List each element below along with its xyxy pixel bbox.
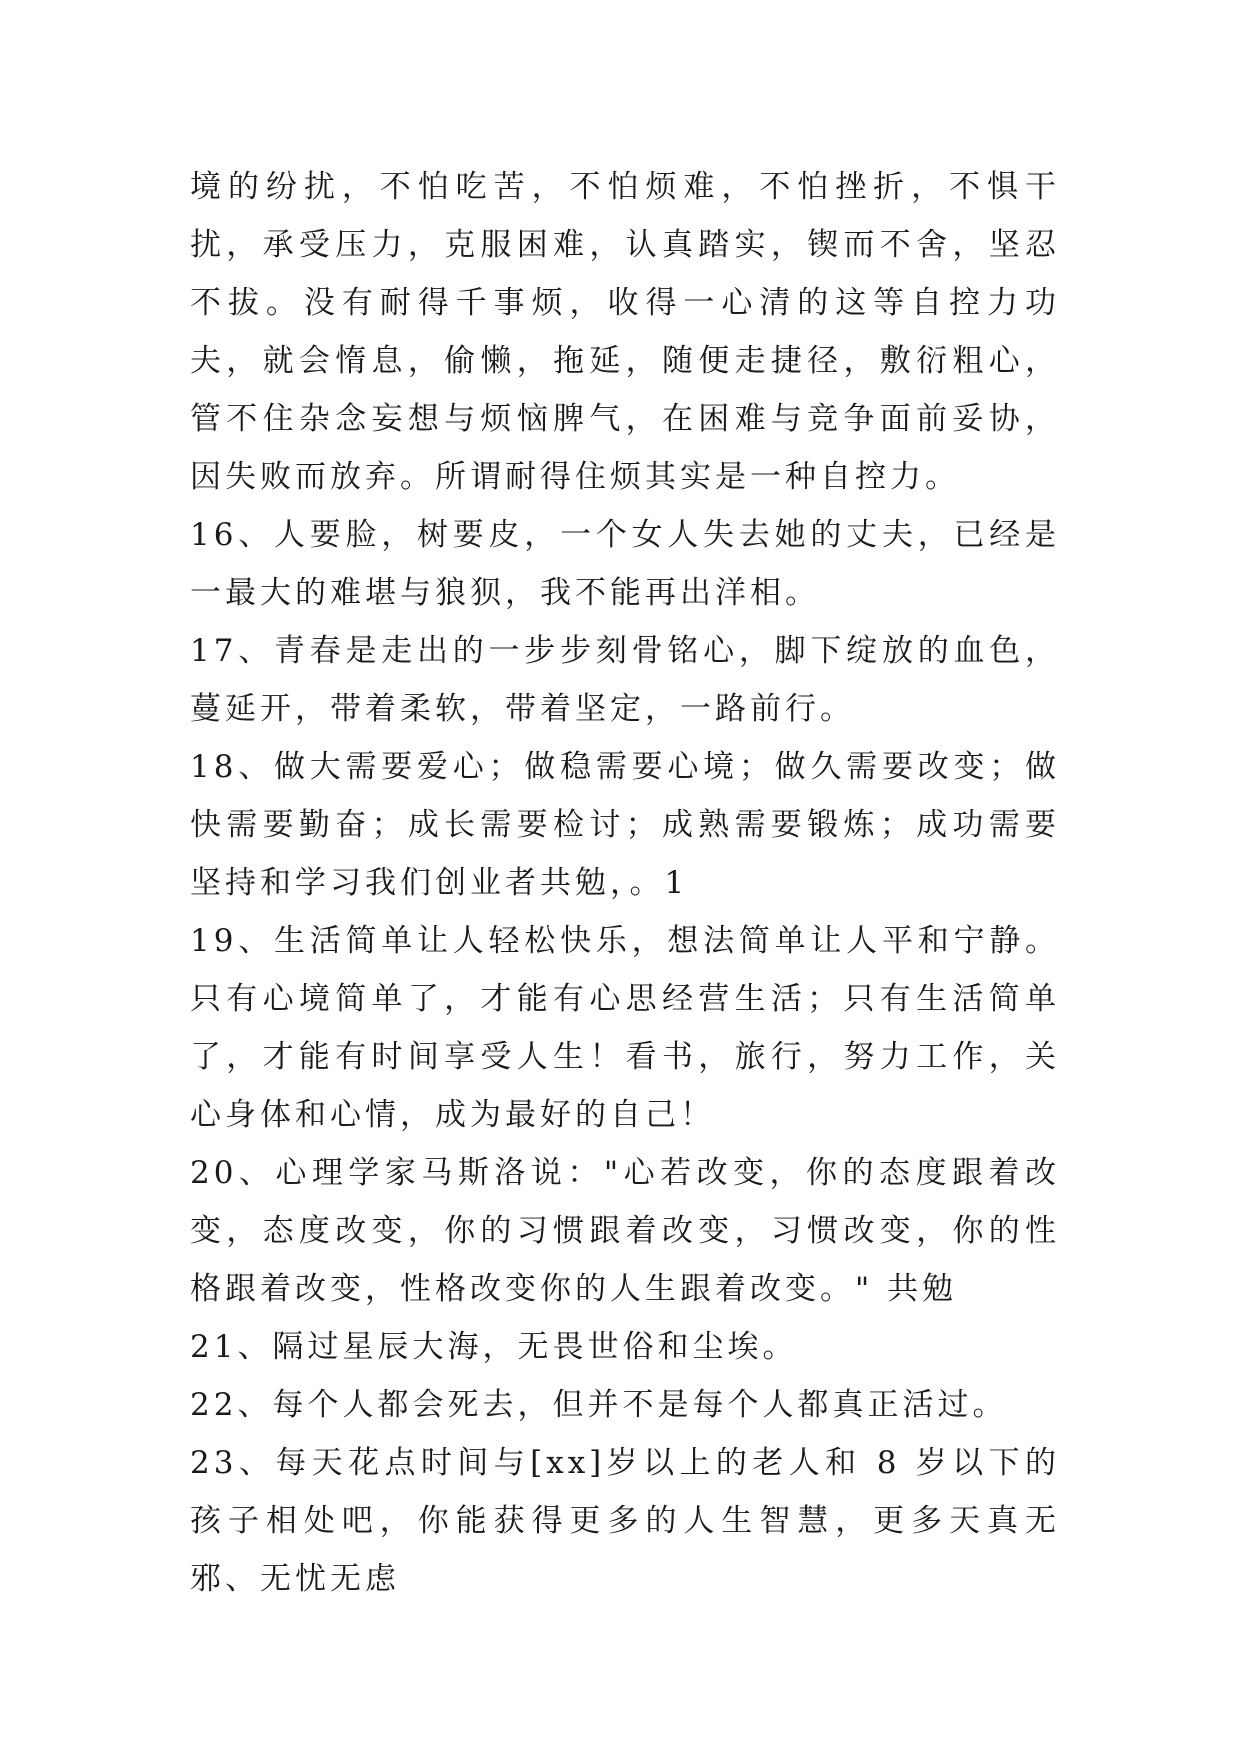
paragraph-23: 23、每天花点时间与[xx]岁以上的老人和 8 岁以下的孩子相处吧，你能获得更多的人生智慧，更多天真无邪、无忧无虑 xyxy=(190,1445,1060,1597)
paragraph-continuation: 境的纷扰，不怕吃苦，不怕烦难，不怕挫折，不惧干扰，承受压力，克服困难，认真踏实，锲而不舍，坚忍不拔。没有耐得千事烦，收得一心清的这等自控力功夫，就会惰息，偷懒，拖延，随便走捷径，敷衍粗心，管不住杂念妄想与烦恼脾气，在困难与竞争面前妥协，因失败而放弃。所谓耐得住烦其实是一种自控力。 xyxy=(190,169,1060,495)
paragraph-17: 17、青春是走出的一步步刻骨铭心，脚下绽放的血色，蔓延开，带着柔软，带着坚定，一路前行。 xyxy=(190,633,1060,727)
paragraph-16: 16、人要脸，树要皮，一个女人失去她的丈夫，已经是一最大的难堪与狼狈，我不能再出洋相。 xyxy=(190,517,1060,611)
paragraph-18: 18、做大需要爱心；做稳需要心境；做久需要改变；做快需要勤奋；成长需要检讨；成熟需要锻炼；成功需要坚持和学习我们创业者共勉，。1 xyxy=(190,749,1060,901)
paragraph-20: 20、心理学家马斯洛说："心若改变，你的态度跟着改变，态度改变，你的习惯跟着改变，习惯改变，你的性格跟着改变，性格改变你的人生跟着改变。" 共勉 xyxy=(190,1155,1060,1307)
paragraph-21: 21、隔过星辰大海，无畏世俗和尘埃。 xyxy=(190,1329,798,1365)
paragraph-22: 22、每个人都会死去，但并不是每个人都真正活过。 xyxy=(190,1387,1008,1423)
paragraph-19: 19、生活简单让人轻松快乐，想法简单让人平和宁静。只有心境简单了，才能有心思经营生活；只有生活简单了，才能有时间享受人生！看书，旅行，努力工作，关心身体和心情，成为最好的自己！ xyxy=(190,923,1060,1133)
document-body xyxy=(190,158,1060,1608)
